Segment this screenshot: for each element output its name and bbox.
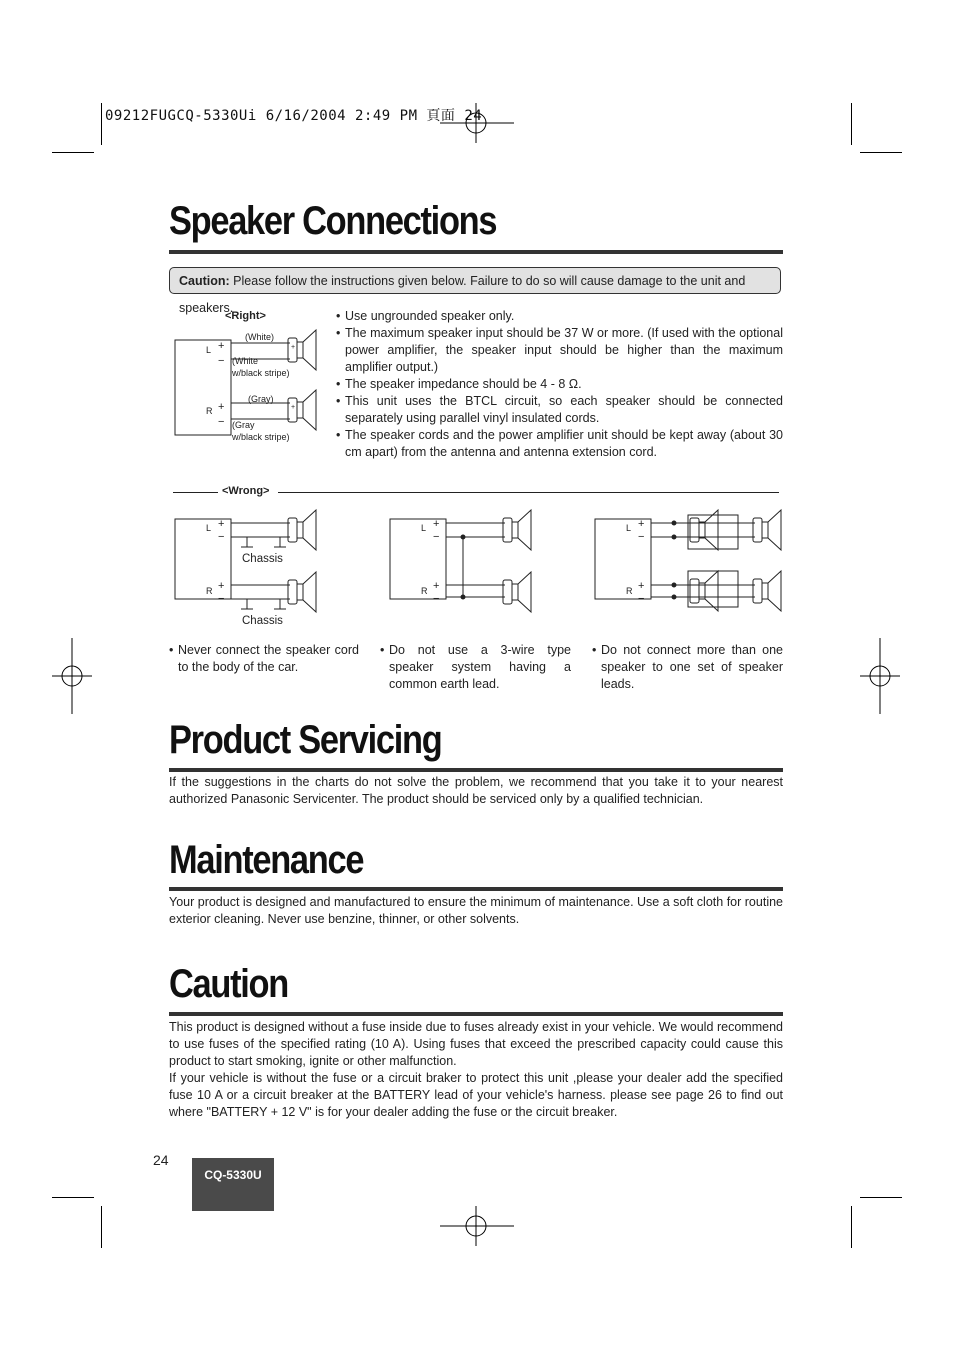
- svg-text:−: −: [218, 531, 225, 543]
- svg-text:−: −: [433, 593, 440, 605]
- product-servicing-text: If the suggestions in the charts do not solve the problem, we recommend that you take it to your nearest authorized Panasonic Servicenter. The product should be serviced only by a qualified technician.: [169, 775, 783, 806]
- print-header: 09212FUGCQ-5330Ui 6/16/2004 2:49 PM 頁面 24: [105, 108, 483, 124]
- wire-label: w/black stripe): [232, 368, 290, 378]
- model-badge: CQ-5330U: [192, 1158, 274, 1211]
- svg-text:+: +: [638, 580, 645, 592]
- r-channel-text: R: [626, 586, 633, 596]
- caution-label: Caution:: [179, 274, 230, 288]
- speaker-connections-title: Speaker Connections: [169, 199, 497, 243]
- svg-text:−: −: [638, 531, 645, 543]
- wire-label: (White: [232, 356, 259, 366]
- list-item: • The speaker impedance should be 4 - 8 Ω.: [336, 376, 783, 393]
- svg-text:−: −: [433, 531, 440, 543]
- wire-label: w/black stripe): [232, 432, 290, 442]
- divider: [173, 492, 218, 493]
- right-label: <Right>: [225, 310, 266, 322]
- wrong-common-earth-diagram: [385, 505, 545, 615]
- speaker-instructions: [336, 308, 783, 461]
- svg-text:+: +: [291, 404, 296, 411]
- product-servicing-title: Product Servicing: [169, 718, 442, 762]
- svg-text:+: +: [433, 580, 440, 592]
- r-channel-text: R: [206, 586, 213, 596]
- l-channel-text: L: [206, 523, 212, 533]
- title-rule: [169, 887, 783, 891]
- wrong-multiple-speakers-diagram: [590, 505, 785, 615]
- title-rule: [169, 1012, 783, 1016]
- caution-text-1: This product is designed without a fuse inside due to fuses already exist in your vehicle. We would recommend to use fuses of the specified rating (10 A). Using fuses that exceed the prescribed capacity could cause this product to start smoking, ignite or other malfunction.: [169, 1020, 783, 1068]
- caution-text: Please follow the instructions given below. Failure to do so will cause damage to the unit and speakers.: [179, 274, 746, 315]
- maintenance-text: Your product is designed and manufactured to ensure the minimum of maintenance. Use a soft cloth for routine exterior cleaning. Never use benzine, thinner, or other solvents.: [169, 895, 783, 926]
- list-item: • The maximum speaker input should be 37 W or more. (If used with the optional power amplifier, the speaker input should be higher than the maximum amplifier output.): [336, 325, 783, 376]
- maintenance-title: Maintenance: [169, 838, 364, 882]
- list-item: • Never connect the speaker cord to the body of the car.: [169, 642, 359, 676]
- wrong-chassis-diagram: [170, 505, 330, 630]
- minus-sign: −: [218, 416, 225, 428]
- wire-label: (Gray: [232, 420, 255, 430]
- svg-text:+: +: [291, 344, 296, 351]
- title-rule: [169, 250, 783, 254]
- list-item: • Do not use a 3-wire type speaker system having a common earth lead.: [380, 642, 571, 693]
- svg-text:+: +: [218, 580, 225, 592]
- caution-title: Caution: [169, 962, 289, 1006]
- page-number: 24: [153, 1152, 169, 1168]
- right-wiring-diagram: [170, 325, 330, 450]
- caution-notice: [169, 267, 781, 315]
- list-item: • The speaker cords and the power amplifier unit should be kept away (about 30 cm apart) from the antenna and antenna extension cord.: [336, 427, 783, 461]
- divider: [278, 492, 779, 493]
- list-item: • This unit uses the BTCL circuit, so each speaker should be connected separately using parallel vinyl insulated cords.: [336, 393, 783, 427]
- wrong-note-1: [169, 642, 359, 676]
- svg-text:+: +: [638, 518, 645, 530]
- caution-text-2: If your vehicle is without the fuse or a circuit braker to protect this unit ,please your dealer add the specified fuse 10 A or a circuit breaker at the BATTERY lead of your vehicle's harness. please see page 26 to find out where "BATTERY + 12 V" is for your dealer adding the fuse or the circuit breaker.: [169, 1071, 783, 1119]
- list-item: • Do not connect more than one speaker to one set of speaker leads.: [592, 642, 783, 693]
- svg-text:−: −: [218, 593, 225, 605]
- r-channel-text: R: [206, 406, 213, 416]
- wrong-note-2: [380, 642, 571, 693]
- chassis-label: Chassis: [242, 553, 283, 565]
- list-item: • Use ungrounded speaker only.: [336, 308, 783, 325]
- r-channel-text: R: [421, 586, 428, 596]
- l-channel-text: L: [626, 523, 632, 533]
- svg-text:−: −: [638, 593, 645, 605]
- svg-text:+: +: [433, 518, 440, 530]
- wire-label: (Gray): [248, 394, 274, 404]
- svg-text:+: +: [218, 518, 225, 530]
- wrong-label: <Wrong>: [222, 485, 270, 497]
- chassis-label: Chassis: [242, 615, 283, 627]
- l-channel-text: L: [206, 345, 212, 355]
- plus-sign: +: [218, 340, 225, 352]
- wrong-note-3: [592, 642, 783, 693]
- minus-sign: −: [218, 355, 225, 367]
- plus-sign: +: [218, 401, 225, 413]
- l-channel-text: L: [421, 523, 427, 533]
- wire-label: (White): [245, 332, 274, 342]
- title-rule: [169, 768, 783, 772]
